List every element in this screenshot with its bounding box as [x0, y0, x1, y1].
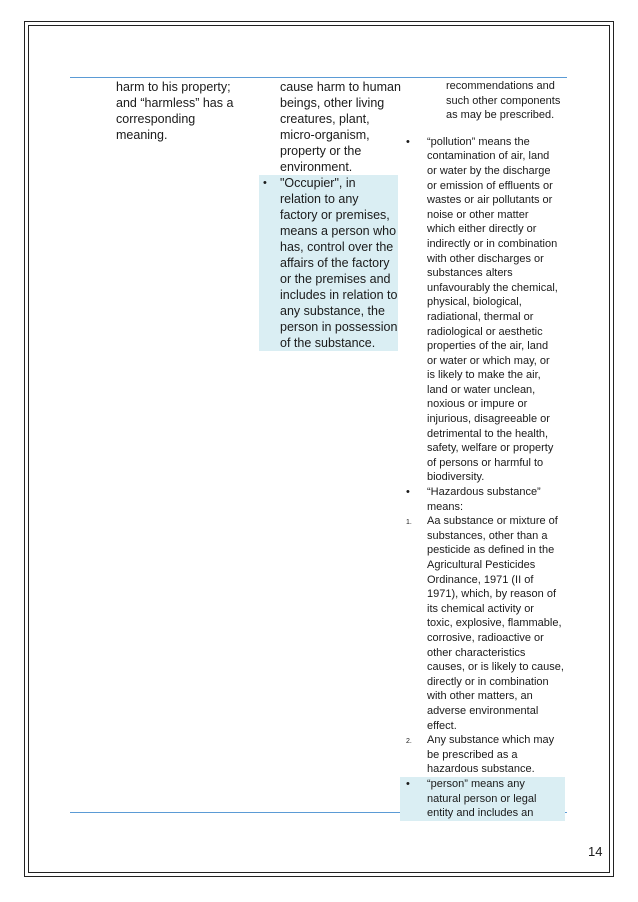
occupier-line: "Occupier", in	[280, 176, 356, 190]
item1-line: other characteristics	[427, 646, 526, 659]
person-line: “person” means any	[427, 777, 525, 790]
item1-line: corrosive, radioactive or	[427, 631, 544, 644]
pollution-line: wastes or air pollutants or	[427, 194, 553, 207]
pollution-line: indirectly or in combination	[427, 237, 558, 250]
hazardous-line: “Hazardous substance”	[427, 486, 541, 499]
pollution-line: or water or which may, or	[427, 354, 550, 367]
pollution-line: land or water unclean,	[427, 383, 536, 396]
pollution-line: detrimental to the health,	[427, 427, 549, 440]
intro-block	[427, 79, 565, 123]
occupier-line: or the premises and	[280, 272, 391, 286]
item1-line: pesticide as defined in the	[427, 544, 555, 557]
item1-line: adverse environmental	[427, 704, 539, 717]
col1-line: and “harmless” has a	[116, 96, 234, 110]
hazardous-item-1	[406, 514, 565, 733]
pollution-line: physical, biological,	[427, 296, 522, 309]
item1-line: Aa substance or mixture of	[427, 515, 558, 528]
item2-line: Any substance which may	[427, 734, 555, 747]
occupier-definition	[259, 175, 398, 351]
page-number: 14	[588, 844, 603, 859]
hazardous-definition	[406, 485, 565, 514]
hazardous-line: means:	[427, 500, 464, 513]
bullet-icon: •	[406, 135, 410, 148]
pollution-line: contamination of air, land	[427, 150, 550, 163]
item1-line: 1971), which, by reason of	[427, 588, 557, 601]
pollution-line: or emission of effluents or	[427, 179, 553, 192]
item1-line: directly or in combination	[427, 675, 549, 688]
col2-line: creatures, plant,	[280, 112, 370, 126]
pollution-line: which either directly or	[427, 223, 537, 236]
occupier-line: affairs of the factory	[280, 256, 390, 270]
intro-line: such other components	[446, 94, 561, 107]
pollution-line: of persons or harmful to	[427, 456, 544, 469]
occupier-line: person in possession	[280, 320, 398, 334]
pollution-line: noise or other matter	[427, 208, 529, 221]
col1-line: meaning.	[116, 128, 168, 142]
bullet-icon: •	[406, 777, 410, 790]
col2-line: property or the	[280, 144, 362, 158]
person-definition	[400, 777, 565, 821]
hazardous-item-2	[406, 733, 565, 777]
item1-line: its chemical activity or	[427, 602, 534, 615]
pollution-line: radiational, thermal or	[427, 310, 534, 323]
bullet-icon: •	[263, 177, 267, 189]
col2-line: environment.	[280, 160, 353, 174]
item1-line: toxic, explosive, flammable,	[427, 617, 562, 630]
occupier-line: has, control over the	[280, 240, 394, 254]
pollution-line: properties of the air, land	[427, 340, 549, 353]
occupier-line: factory or premises,	[280, 208, 390, 222]
occupier-line: means a person who	[280, 224, 397, 238]
occupier-line: of the substance.	[280, 336, 376, 350]
intro-line: as may be prescribed.	[446, 109, 555, 122]
person-line: entity and includes an	[427, 807, 534, 820]
col1-line: harm to his property;	[116, 80, 231, 94]
pollution-line: substances alters	[427, 267, 513, 280]
intro-line: recommendations and	[446, 80, 555, 92]
column-1	[116, 79, 246, 143]
col1-line: corresponding	[116, 112, 196, 126]
list-number: 2.	[406, 738, 412, 746]
occupier-line: includes in relation to	[280, 288, 398, 302]
col2-line: beings, other living	[280, 96, 385, 110]
pollution-line: radiological or aesthetic	[427, 325, 543, 338]
column-2	[263, 79, 401, 351]
item2-line: be prescribed as a	[427, 748, 518, 761]
item1-line: causes, or is likely to cause,	[427, 661, 564, 674]
col2-line: cause harm to human	[280, 80, 401, 94]
occupier-line: any substance, the	[280, 304, 385, 318]
item1-line: effect.	[427, 719, 457, 732]
col2-line: micro-organism,	[280, 128, 370, 142]
table-top-rule	[70, 77, 567, 78]
occupier-line: relation to any	[280, 192, 359, 206]
pollution-line: “pollution” means the	[427, 135, 530, 148]
item1-line: substances, other than a	[427, 529, 548, 542]
pollution-line: or water by the discharge	[427, 164, 551, 177]
pollution-line: noxious or impure or	[427, 398, 528, 411]
pollution-line: biodiversity.	[427, 471, 485, 484]
person-line: natural person or legal	[427, 792, 537, 805]
pollution-line: injurious, disagreeable or	[427, 413, 550, 426]
item1-line: with other matters, an	[427, 690, 533, 703]
list-number: 1.	[406, 519, 412, 527]
pollution-line: unfavourably the chemical,	[427, 281, 558, 294]
item2-line: hazardous substance.	[427, 763, 535, 776]
bullet-icon: •	[406, 486, 410, 499]
pollution-line: with other discharges or	[427, 252, 544, 265]
pollution-line: safety, welfare or property	[427, 442, 554, 455]
item1-line: Ordinance, 1971 (II of	[427, 573, 534, 586]
item1-line: Agricultural Pesticides	[427, 559, 536, 571]
pollution-definition	[406, 135, 565, 485]
column-3	[406, 79, 565, 821]
pollution-line: is likely to make the air,	[427, 369, 541, 382]
